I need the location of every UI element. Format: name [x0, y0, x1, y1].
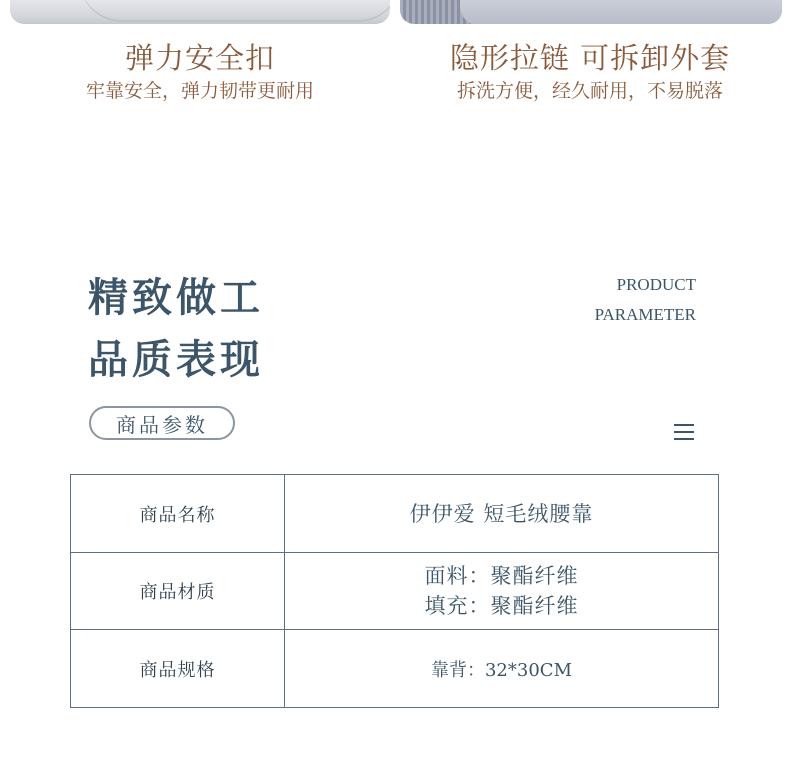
- product-photo-zipper-cover: [400, 0, 782, 24]
- section-heading-line1: 精致做工: [88, 274, 264, 321]
- product-name-value: 伊伊爱 短毛绒腰靠: [409, 501, 594, 526]
- row-value-material: [285, 553, 718, 629]
- row-value-product-name: [285, 475, 718, 552]
- english-title-line1: PRODUCT: [616, 275, 696, 294]
- feature-subtitle-zipper: 拆洗方便，经久耐用，不易脱落: [456, 80, 723, 102]
- table-row: [71, 475, 718, 553]
- table-row: [71, 630, 718, 707]
- material-fabric-value: 面料：聚酯纤维: [424, 564, 579, 588]
- hamburger-menu-icon: [674, 424, 694, 440]
- row-label-size: 商品规格: [71, 630, 285, 707]
- feature-title-zipper: 隐形拉链 可拆卸外套: [449, 41, 731, 75]
- size-value: 靠背：32*30CM: [430, 659, 572, 681]
- feature-subtitle-buckle: 牢靠安全，弹力韧带更耐用: [85, 80, 314, 102]
- parameter-table: [70, 474, 719, 708]
- row-label-product-name: 商品名称: [71, 475, 285, 552]
- table-row: [71, 553, 718, 630]
- feature-title-buckle: 弹力安全扣: [124, 41, 275, 75]
- product-parameter-pill: 商品参数: [89, 406, 235, 440]
- material-filling-value: 填充：聚酯纤维: [424, 594, 579, 618]
- product-photo-safety-buckle: [10, 0, 390, 24]
- row-value-size: [285, 630, 718, 707]
- english-title-line2: PARAMETER: [594, 305, 696, 324]
- section-heading-line2: 品质表现: [88, 336, 264, 383]
- row-label-material: 商品材质: [71, 553, 285, 629]
